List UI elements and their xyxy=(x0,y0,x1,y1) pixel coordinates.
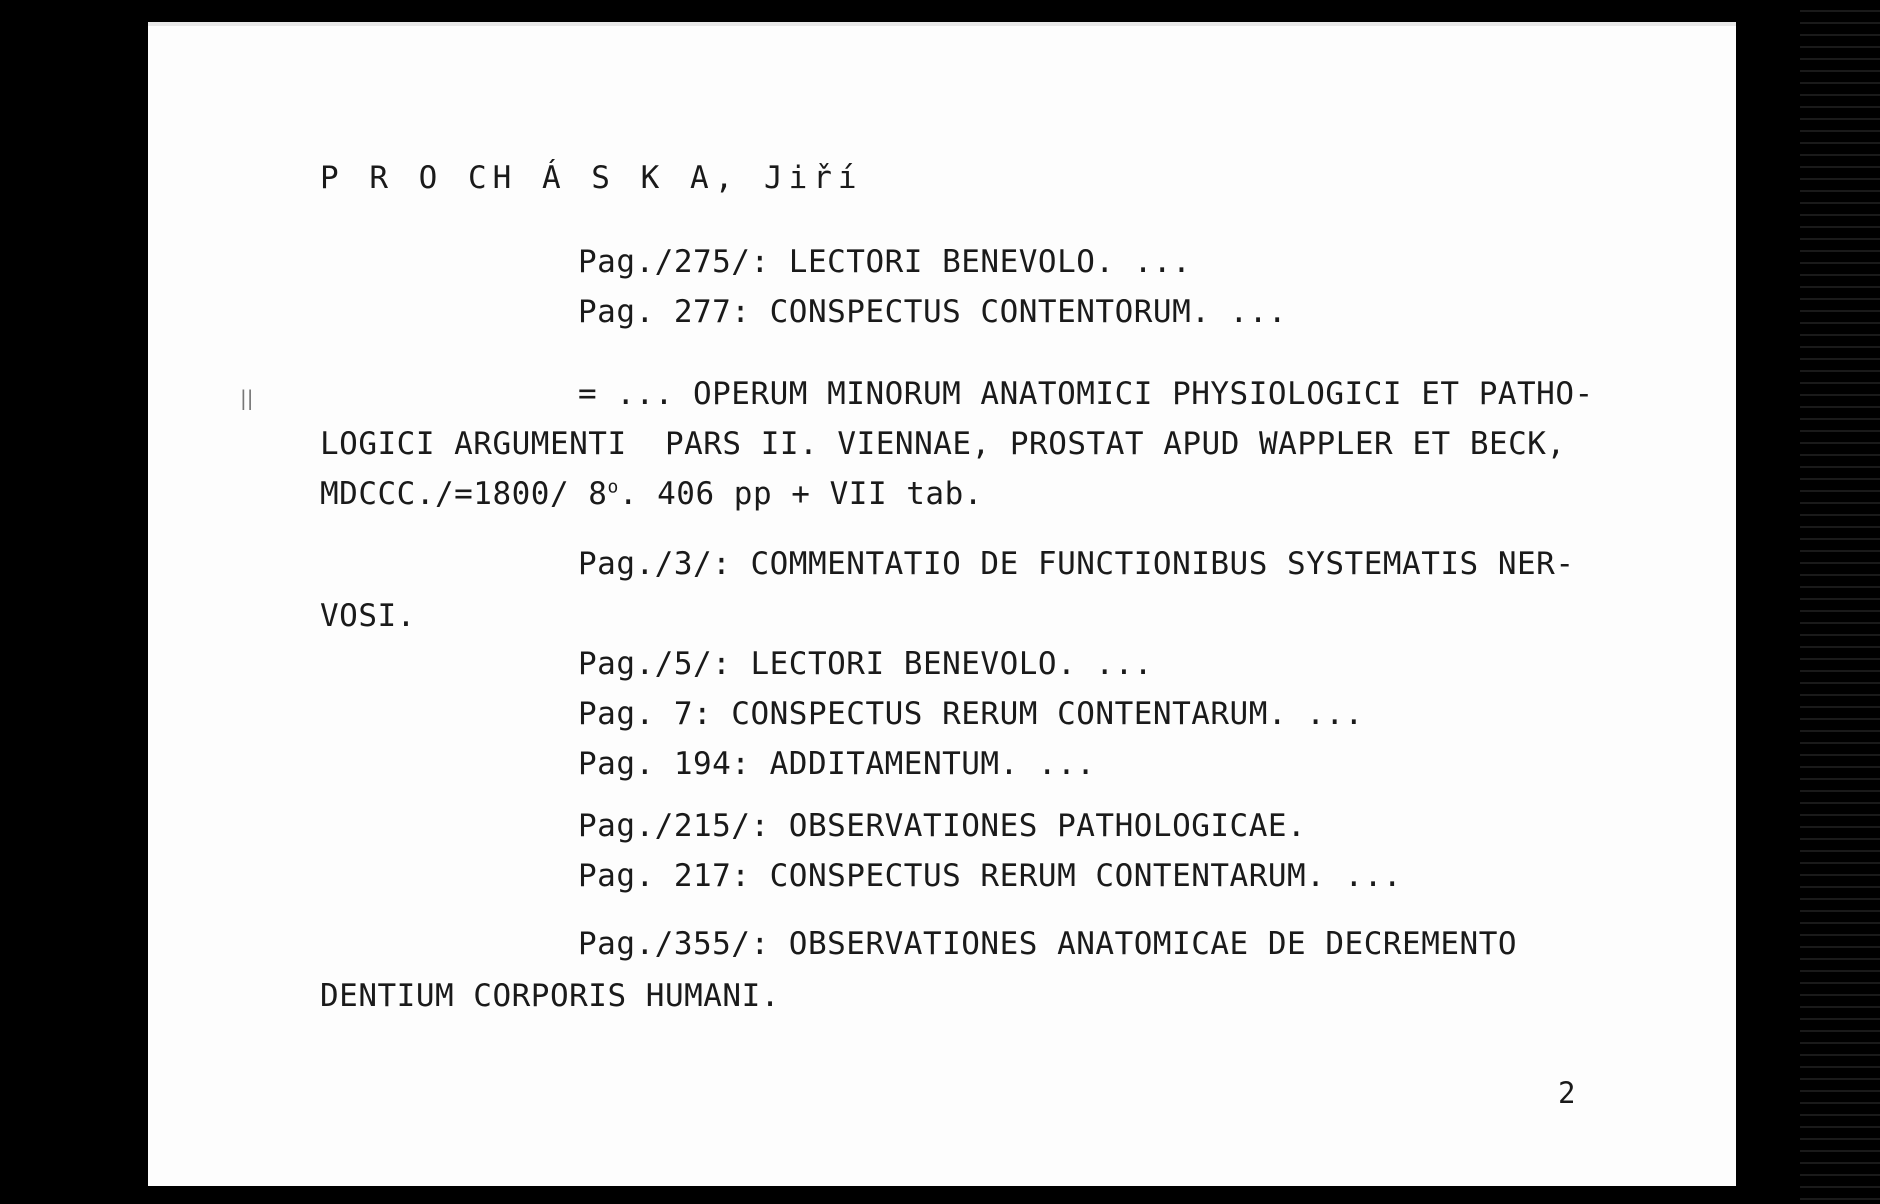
entry-line: DENTIUM CORPORIS HUMANI. xyxy=(320,978,780,1014)
entry-text: . 406 pp + VII tab. xyxy=(618,476,983,512)
entry-line: Pag. 217: CONSPECTUS RERUM CONTENTARUM. ... xyxy=(578,858,1403,894)
entry-line: Pag./215/: OBSERVATIONES PATHOLOGICAE. xyxy=(578,808,1307,844)
entry-line: Pag./3/: COMMENTATIO DE FUNCTIONIBUS SYSTEMATIS NER- xyxy=(578,546,1575,582)
degree-superscript: o xyxy=(607,476,619,498)
film-edge xyxy=(1800,0,1880,1204)
author-heading: P R O CH Á S K A, Jiří xyxy=(320,160,863,196)
entry-line: = ... OPERUM MINORUM ANATOMICI PHYSIOLOGICI ET PATHO- xyxy=(578,376,1594,412)
entry-line: Pag./355/: OBSERVATIONES ANATOMICAE DE DECREMENTO xyxy=(578,926,1518,962)
entry-line: Pag. 194: ADDITAMENTUM. ... xyxy=(578,746,1096,782)
entry-line: Pag. 7: CONSPECTUS RERUM CONTENTARUM. ... xyxy=(578,696,1364,732)
entry-line: LOGICI ARGUMENTI PARS II. VIENNAE, PROSTAT APUD WAPPLER ET BECK, xyxy=(320,426,1566,462)
catalog-card xyxy=(148,22,1736,1186)
entry-line: Pag./5/: LECTORI BENEVOLO. ... xyxy=(578,646,1153,682)
margin-mark: || xyxy=(240,386,254,410)
entry-line xyxy=(320,476,983,512)
entry-line: Pag./275/: LECTORI BENEVOLO. ... xyxy=(578,244,1192,280)
entry-line: Pag. 277: CONSPECTUS CONTENTORUM. ... xyxy=(578,294,1288,330)
entry-text: MDCCC./=1800/ 8 xyxy=(320,476,608,512)
page-number: 2 xyxy=(1558,1076,1576,1110)
entry-line: VOSI. xyxy=(320,598,416,634)
